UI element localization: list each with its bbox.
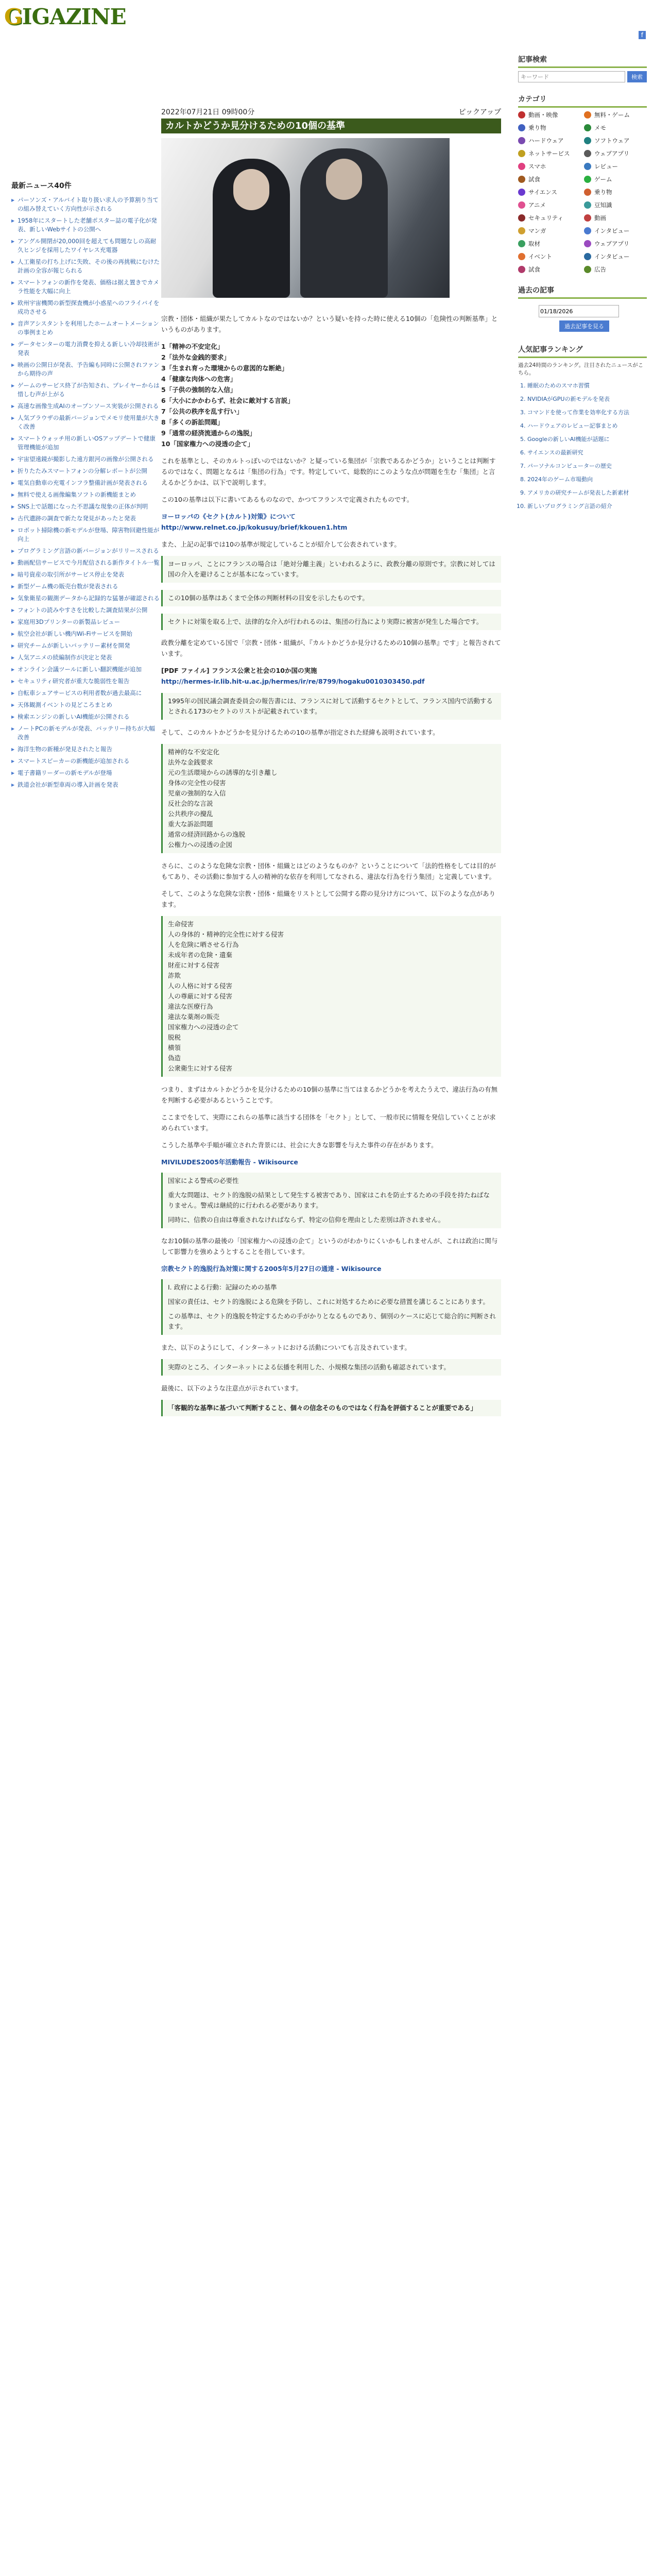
news-list-item[interactable]: ▶ アングル開閉が20,000回を超えても問題なしの高耐久ヒンジを採用したワイヤレス充電器 (11, 237, 161, 255)
category-item[interactable] (584, 124, 647, 132)
criteria-item: 4「健康な肉体への危害」 (161, 375, 237, 383)
checklist-item: 公共秩序の攪乱 (168, 810, 213, 818)
paragraph: ここまでをして、実際にこれらの基準に該当する団体を「セクト」として、一般市民に情報を発信していくことが求められています。 (161, 1113, 496, 1132)
news-list-item[interactable]: ▶ 電気自動車の充電インフラ整備計画が発表される (11, 479, 161, 487)
news-list-item[interactable]: ▶ 折りたたみスマートフォンの分解レポートが公開 (11, 467, 161, 476)
checklist-item: 法外な金銭要求 (168, 758, 213, 766)
quote-heading: I. 政府による行動：記録のための基準 (168, 1283, 277, 1291)
section-link[interactable]: 宗教セクト的逸脱行為対策に関する2005年5月27日の通達 - Wikisource (161, 1265, 382, 1273)
facebook-icon[interactable]: f (639, 31, 646, 39)
checklist-item: 児童の強制的な入信 (168, 789, 226, 797)
category-dot-icon (518, 111, 525, 118)
category-item[interactable] (584, 111, 647, 119)
checklist-item: 身体の完全性の侵害 (168, 779, 226, 787)
checklist-item: 重大な訴訟問題 (168, 820, 213, 828)
article-title: カルトかどうか見分けるための10個の基準 (161, 118, 501, 133)
paragraph: さらに、このような危険な宗教・団体・組織とはどのようなものか？ということについて「法的性格をしては目的がもてあり、その活動に参加する人の精神的な依存を利用してなされる、違法な行為を行う集団」と定義しています。 (161, 862, 496, 880)
right-sidebar (518, 54, 647, 516)
category-label: ゲーム (594, 176, 612, 183)
paragraph: つまり、まずはカルトかどうかを見分けるための10個の基準に当てはまるかどうかを考えたうえで、違法行為の有無を判断する必要があるということです。 (161, 1086, 498, 1104)
criteria-item: 9「通常の経済流通からの逸脱」 (161, 429, 256, 437)
category-dot-icon (584, 137, 591, 144)
source-link[interactable]: http://www.relnet.co.jp/kokusuy/brief/kkouen1.htm (161, 523, 348, 531)
news-list-item[interactable]: ▶ 映画の公開日が発表、予告編も同時に公開されファンから期待の声 (11, 361, 161, 378)
category-label: 動画 (594, 214, 606, 222)
category-label: 試食 (528, 176, 540, 183)
past-articles-heading: 過去の記事 (518, 285, 647, 299)
news-list-item[interactable]: ▶ 音声アシスタントを利用したホームオートメーションの事例まとめ (11, 319, 161, 337)
news-list-item[interactable]: ▶ スマートフォンの新作を発表、価格は据え置きでカメラ性能を大幅に向上 (11, 278, 161, 296)
news-list-item[interactable]: ▶ セキュリティ研究者が重大な脆弱性を報告 (11, 677, 161, 686)
quote-block (161, 1279, 501, 1335)
checklist-item: 精神的な不安定化 (168, 748, 220, 756)
news-list-item[interactable]: ▶ 無料で使える画像編集ソフトの新機能まとめ (11, 490, 161, 499)
category-dot-icon (518, 201, 525, 209)
category-item[interactable] (584, 265, 647, 274)
category-dot-icon (518, 176, 525, 183)
category-label: ソフトウェア (594, 137, 630, 144)
category-label: サイエンス (528, 189, 557, 196)
quote-text: 同時に、信教の自由は尊重されなければならず、特定の信仰を理由とした差別は許されません。 (168, 1216, 445, 1224)
quote-block (161, 556, 501, 583)
quote-text: 重大な問題は、セクト的逸脱の結果として発生する被害であり、国家はこれを防止するための手段を持たねばなりません。警戒は継続的に行われる必要があります。 (168, 1191, 490, 1209)
category-item[interactable] (584, 227, 647, 235)
criteria-item: 10「国家権力への浸透の企て」 (161, 440, 254, 448)
paragraph: また、上記の記事では10の基準が規定していることが紹介して公表されています。 (161, 540, 401, 548)
category-dot-icon (584, 214, 591, 222)
news-list-item[interactable]: ▶ 気象衛星の観測データから記録的な猛暑が確認される (11, 594, 161, 603)
ranking-item[interactable]: 4. ハードウェアのレビュー記事まとめ (527, 422, 647, 430)
news-list-item[interactable]: ▶ 古代遺跡の調査で新たな発見があったと発表 (11, 514, 161, 523)
category-dot-icon (584, 176, 591, 183)
category-item[interactable] (584, 188, 647, 196)
category-dot-icon (518, 163, 525, 170)
pickup-label[interactable]: ピックアップ (458, 108, 501, 116)
category-label: 取材 (528, 240, 540, 247)
site-logo[interactable]: GIGAZINE (4, 4, 126, 29)
ranking-item[interactable]: 7. パーソナルコンピューターの歴史 (527, 462, 647, 470)
news-list-item[interactable]: ▶ ロボット掃除機の新モデルが登場、障害物回避性能が向上 (11, 526, 161, 544)
search-input[interactable] (518, 71, 625, 82)
news-list-item[interactable]: ▶ ノートPCの新モデルが発表、バッテリー持ちが大幅改善 (11, 724, 161, 742)
category-dot-icon (518, 124, 525, 131)
quote-text: 1995年の国民議会調査委員会の報告書には、フランスに対して活動するセクトとして、フランス国内で活動するとされる173のセクトのリストが記載されています。 (168, 697, 493, 715)
category-label: ネットサービス (528, 150, 570, 157)
ranking-item[interactable]: 1. 睡眠のためのスマホ習慣 (527, 382, 647, 390)
checklist-item: 人の身体的・精神的完全性に対する侵害 (168, 930, 284, 938)
checklist-item: 国家権力への浸透の企て (168, 1023, 239, 1031)
category-label: 動画・映像 (528, 111, 558, 118)
paragraph: 政教分離を定めている国で「宗教・団体・組織が、『カルトかどうか見分けるための10個の基準』です」と報告されています。 (161, 639, 501, 657)
paragraph: また、以下のようにして、インターネットにおける活動についても言及されています。 (161, 1344, 411, 1351)
paragraph: 最後に、以下のような注意点が示されています。 (161, 1384, 303, 1392)
category-item[interactable] (584, 252, 647, 261)
category-item[interactable] (584, 149, 647, 158)
category-dot-icon (584, 201, 591, 209)
category-dot-icon (584, 189, 591, 196)
category-label: インタビュー (594, 253, 630, 260)
ranking-item[interactable]: 9. アメリカの研究チームが発表した新素材 (527, 489, 647, 497)
news-list-item[interactable]: ▶ 動画配信サービスで今月配信される新作タイトル一覧 (11, 558, 161, 567)
checklist-block (161, 916, 501, 1077)
category-item[interactable] (518, 252, 581, 261)
ranking-heading: 人気記事ランキング (518, 344, 647, 358)
news-list-item[interactable]: ▶ 海洋生物の新種が発見されたと報告 (11, 745, 161, 754)
news-list-item[interactable]: ▶ 研究チームが新しいバッテリー素材を開発 (11, 641, 161, 650)
checklist-item: 違法な薬剤の販売 (168, 1013, 220, 1021)
category-label: ウェブアプリ (594, 240, 630, 247)
checklist-item: 違法な医療行為 (168, 1003, 213, 1010)
category-item[interactable] (518, 124, 581, 132)
category-dot-icon (518, 253, 525, 260)
past-articles-button[interactable]: 過去記事を見る (559, 320, 609, 332)
news-list-item[interactable]: ▶ 高速な画像生成AIのオープンソース実装が公開される (11, 402, 161, 411)
news-list-item[interactable]: ▶ 宇宙望遠鏡が撮影した遠方銀河の画像が公開される (11, 455, 161, 464)
category-item[interactable] (584, 175, 647, 183)
category-label: 試食 (528, 266, 540, 273)
category-item[interactable] (518, 227, 581, 235)
criteria-item: 1「精神の不安定化」 (161, 343, 224, 350)
quote-heading: 国家による警戒の必要性 (168, 1177, 239, 1184)
ranking-item[interactable]: 5. Googleの新しいAI機能が話題に (527, 435, 647, 444)
news-list-item[interactable]: ▶ 暗号資産の取引所がサービス停止を発表 (11, 570, 161, 579)
date-input[interactable] (539, 305, 619, 317)
category-label: 乗り物 (594, 189, 612, 196)
category-label: ウェブアプリ (594, 150, 630, 157)
checklist-item: 人の人格に対する侵害 (168, 982, 233, 990)
search-button[interactable]: 検索 (627, 71, 647, 82)
news-list-item[interactable]: ▶ スマートウォッチ用の新しいOSアップデートで健康管理機能が追加 (11, 434, 161, 452)
category-dot-icon (584, 111, 591, 118)
article-body (161, 313, 501, 1423)
category-dot-icon (518, 189, 525, 196)
category-item[interactable] (518, 214, 581, 222)
checklist-item: 脱税 (168, 1033, 181, 1041)
search-heading: 記事検索 (518, 54, 647, 68)
category-item[interactable] (584, 214, 647, 222)
criteria-item: 7「公共の秩序を乱す行い」 (161, 408, 243, 415)
criteria-item: 5「子供の強制的な入信」 (161, 386, 237, 394)
category-label: メモ (594, 124, 606, 131)
category-label: レビュー (594, 163, 618, 170)
paragraph: そして、このカルトかどうかを見分けるための10の基準が指定された経緯も説明されています。 (161, 728, 439, 736)
news-list-item[interactable]: ▶ 1958年にスタートした老舗ポスター誌の電子化が発表、新しいWebサイトの公開へ (11, 216, 161, 234)
news-list-item[interactable]: ▶ 新型ゲーム機の販売台数が発表される (11, 582, 161, 591)
category-dot-icon (584, 253, 591, 260)
news-list-item[interactable]: ▶ 欧州宇宙機関の新型探査機が小惑星へのフライバイを成功させる (11, 299, 161, 316)
category-item[interactable] (518, 149, 581, 158)
checklist-item: 詐欺 (168, 972, 181, 979)
category-label: インタビュー (594, 227, 630, 234)
quote-block (161, 590, 501, 606)
category-label: 無料・ゲーム (594, 111, 630, 118)
quote-block (161, 1173, 501, 1228)
pdf-link[interactable]: http://hermes-ir.lib.hit-u.ac.jp/hermes/ir/re/8799/hogaku0010303450.pdf (161, 677, 425, 685)
quote-block (161, 1400, 501, 1416)
checklist-item: 横領 (168, 1044, 181, 1052)
paragraph: なお10個の基準の最後の「国家権力への浸透の企て」というのがわかりにくいかもしれませんが、これは政治に関与して影響力を強めようとすることを指しています。 (161, 1237, 498, 1256)
person-head-right (326, 159, 362, 200)
past-articles (518, 302, 647, 332)
quote-text: 実際のところ、インターネットによる伝播を利用した、小規模な集団の活動も確認されています。 (168, 1363, 450, 1371)
quote-text: 国家の責任は、セクト的逸脱による危険を予防し、これに対処するために必要な措置を講じることにあります。 (168, 1298, 490, 1306)
checklist-item: 通常の経済回路からの逸脱 (168, 831, 246, 838)
news-list-item[interactable]: ▶ 人気アニメの続編制作が決定と発表 (11, 653, 161, 662)
criteria-item: 2「法外な金銭的要求」 (161, 353, 230, 361)
news-list-item[interactable]: ▶ 人工衛星の打ち上げに失敗、その後の再挑戦にむけた計画の全容が報じられる (11, 258, 161, 275)
category-dot-icon (518, 150, 525, 157)
category-item[interactable] (518, 265, 581, 274)
news-list-item[interactable]: ▶ プログラミング言語の新バージョンがリリースされる (11, 547, 161, 555)
ranking-item[interactable]: 10. 新しいプログラミング言語の紹介 (527, 502, 647, 511)
quote-block (161, 1359, 501, 1376)
category-label: ハードウェア (528, 137, 564, 144)
quote-text: ヨーロッパ、ことにフランスの場合は「絶対分離主義」といわれるように、政教分離の原則です。宗教に対しては国の介入を避けることが基本になっています。 (168, 560, 495, 578)
category-label: マンガ (528, 227, 546, 234)
category-item[interactable] (518, 162, 581, 171)
ranking-note: 過去24時間のランキング。注目されたニュースがこちら。 (518, 362, 644, 376)
category-dot-icon (518, 137, 525, 144)
category-item[interactable] (518, 111, 581, 119)
categories-heading: カテゴリ (518, 94, 647, 108)
category-label: スマホ (528, 163, 546, 170)
article-date: 2022年07月21日 09時00分 (161, 108, 255, 116)
news-list-item[interactable]: ▶ フォントの読みやすさを比較した調査結果が公開 (11, 606, 161, 615)
ranking-item[interactable]: 3. コマンドを使って作業を効率化する方法 (527, 409, 647, 417)
category-label: アニメ (528, 201, 546, 209)
category-item[interactable] (518, 188, 581, 196)
section-link[interactable]: MIVILUDES2005年活動報告 - Wikisource (161, 1158, 298, 1166)
ranking-item[interactable]: 8. 2024年のゲーム市場動向 (527, 476, 647, 484)
category-dot-icon (584, 240, 591, 247)
checklist-block (161, 744, 501, 853)
ranking-list (518, 382, 647, 511)
category-dot-icon (518, 227, 525, 234)
criteria-item: 6「大小にかかわらず、社会に敵対する言説」 (161, 397, 294, 404)
latest-news-heading: 最新ニュース40件 (11, 182, 72, 190)
news-list-item[interactable]: ▶ 電子書籍リーダーの新モデルが登場 (11, 769, 161, 777)
category-label: 豆知識 (594, 201, 612, 209)
quote-text: 「客観的な基準に基づいて判断すること、個々の信念そのものではなく行為を評価することが重要である」 (168, 1404, 477, 1412)
checklist-item: 偽造 (168, 1054, 181, 1062)
latest-news-sidebar (11, 180, 161, 792)
quote-text: この基準は、セクト的逸脱を特定するための手がかりとなるものであり、個別のケースに応じて総合的に判断されます。 (168, 1312, 496, 1330)
category-label: 広告 (594, 266, 606, 273)
category-dot-icon (584, 266, 591, 273)
category-dot-icon (584, 163, 591, 170)
news-list-item[interactable]: ▶ 人気ブラウザの最新バージョンでメモリ使用量が大きく改善 (11, 414, 161, 431)
category-label: イベント (528, 253, 552, 260)
news-list-item[interactable]: ▶ SNS上で話題になった不思議な現象の正体が判明 (11, 502, 161, 511)
news-list-item[interactable]: ▶ 天体観測イベントの見どころまとめ (11, 701, 161, 709)
news-list-item[interactable]: ▶ 鉄道会社が新型車両の導入計画を発表 (11, 781, 161, 789)
category-item[interactable] (584, 137, 647, 145)
news-list-item[interactable]: ▶ 検索エンジンの新しいAI機能が公開される (11, 713, 161, 721)
news-list-item[interactable]: ▶ データセンターの電力消費を抑える新しい冷却技術が発表 (11, 340, 161, 358)
pdf-label: [PDF ファイル] フランス公衆と社会の10か国の実施 (161, 667, 317, 674)
intro-paragraph: 宗教・団体・組織が果たしてカルトなのではないか？という疑いを持った時に使える10個の「危険性の判断基準」というものがあります。 (161, 315, 498, 333)
person-head-left (233, 169, 269, 210)
paragraph: これを基準とし、そのカルトっぽいのではないか？と疑っている集団が「宗教であるかどうか」ということは判断するのではなく、問題となるは「集団の行為」です。特定していて、総数的にこのような点が問題を生む「集団」と言えるかどうかは、以下で説明します。 (161, 457, 496, 486)
checklist-item: 元の生活環境からの誘導的な引き離し (168, 769, 278, 776)
paragraph: この10の基準は以下に書いてあるものなので、かつてフランスで定義されたものです。 (161, 496, 414, 503)
checklist-item: 公権力への浸透の企図 (168, 841, 233, 849)
hero-image (161, 138, 450, 298)
search-box (518, 71, 647, 82)
category-dot-icon (584, 124, 591, 131)
category-item[interactable] (518, 175, 581, 183)
category-label: セキュリティ (528, 214, 563, 222)
checklist-item: 生命侵害 (168, 920, 194, 928)
category-dot-icon (584, 150, 591, 157)
category-item[interactable] (518, 240, 581, 248)
news-list-item[interactable]: ▶ ゲームのサービス終了が告知され、プレイヤーからは惜しむ声が上がる (11, 381, 161, 399)
ranking-item[interactable]: 2. NVIDIAがGPUの新モデルを発表 (527, 395, 647, 403)
category-item[interactable] (518, 201, 581, 209)
category-item[interactable] (584, 240, 647, 248)
quote-text: セクトに対策を取る上で、法律的な介入が行われるのは、集団の行為により実際に被害が発生した場合です。 (168, 618, 483, 625)
news-list-item[interactable]: ▶ スマートスピーカーの新機能が追加される (11, 757, 161, 766)
news-list-item[interactable]: ▶ 自転車シェアサービスの利用者数が過去最高に (11, 689, 161, 698)
checklist-item: 反社会的な言説 (168, 800, 213, 807)
category-item[interactable] (584, 162, 647, 171)
category-dot-icon (584, 227, 591, 234)
paragraph: そして、このような危険な宗教・団体・組織をリストとして公開する際の見分け方について、以下のような点があります。 (161, 890, 496, 908)
quote-text: この10個の基準はあくまで全体の判断材料の目安を示したものです。 (168, 594, 369, 602)
category-item[interactable] (518, 137, 581, 145)
checklist-item: 未成年者の危険・遺棄 (168, 951, 233, 959)
ranking-item[interactable]: 6. サイエンスの最新研究 (527, 449, 647, 457)
criteria-item: 8「多くの訴訟問題」 (161, 418, 224, 426)
quote-block (161, 614, 501, 630)
news-list-item[interactable]: ▶ オンライン会議ツールに新しい翻訳機能が追加 (11, 665, 161, 674)
checklist-item: 財産に対する侵害 (168, 961, 220, 969)
news-list-item[interactable]: ▶ 家庭用3Dプリンターの新製品レビュー (11, 618, 161, 626)
criteria-list (161, 341, 501, 449)
section-heading: ヨーロッパの《セクト(カルト)対策》について (161, 513, 296, 520)
criteria-item: 3「生まれ育った環境からの意図的な断絶」 (161, 364, 288, 372)
category-dot-icon (518, 266, 525, 273)
quote-block (161, 693, 501, 720)
checklist-item: 公衆衛生に対する侵害 (168, 1064, 233, 1072)
news-list-item[interactable]: ▶ 航空会社が新しい機内Wi-Fiサービスを開始 (11, 630, 161, 638)
category-label: 乗り物 (528, 124, 546, 131)
news-list-item[interactable]: ▶ パーソンズ・アルバイト取り扱い求人の予算割り当ての組み替えていく方向性が示される (11, 196, 161, 213)
paragraph: こうした基準や手順が確立された背景には、社会に大きな影響を与えた事件の存在があります。 (161, 1141, 438, 1149)
category-dot-icon (518, 214, 525, 222)
category-grid (518, 111, 647, 274)
checklist-item: 人の尊厳に対する侵害 (168, 992, 233, 1000)
latest-news-list (11, 196, 161, 789)
category-item[interactable] (584, 201, 647, 209)
category-dot-icon (518, 240, 525, 247)
checklist-item: 人を危険に晒させる行為 (168, 941, 239, 948)
